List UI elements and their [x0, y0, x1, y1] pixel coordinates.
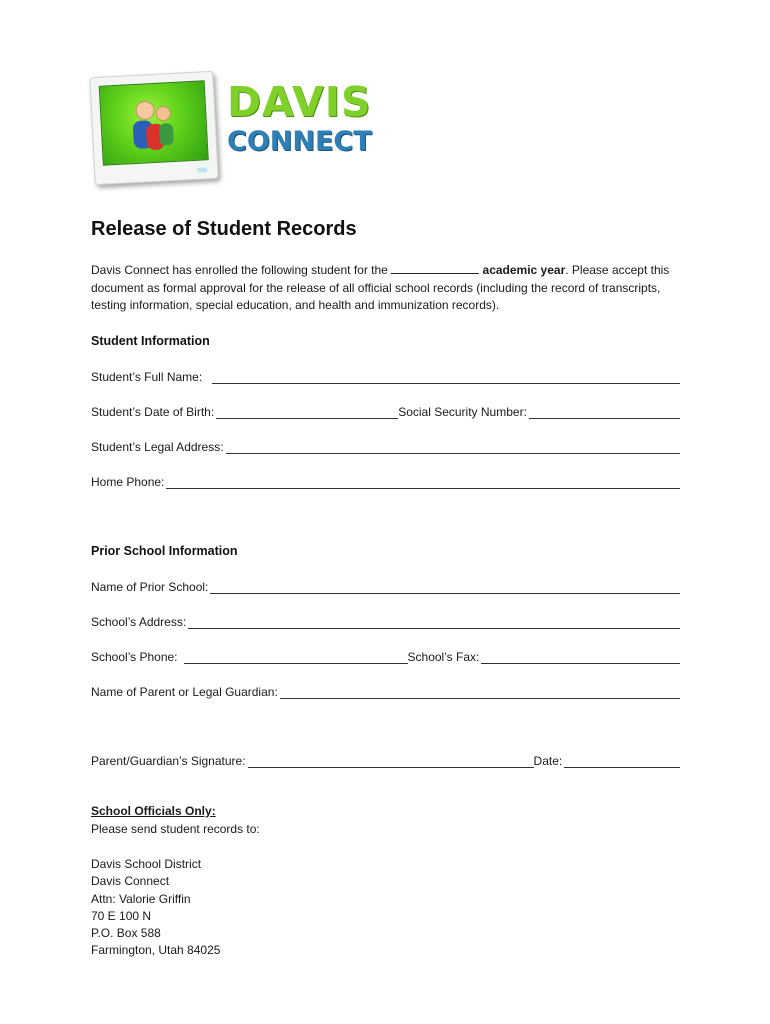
people-icon [100, 81, 208, 164]
student-full-name-row [91, 368, 680, 384]
guardian-name-row [91, 683, 680, 699]
address-line: 70 E 100 N [91, 908, 152, 923]
mailing-address [91, 856, 220, 960]
school-address-field[interactable] [188, 616, 680, 629]
date-field[interactable] [564, 755, 680, 768]
prior-school-name-row [91, 578, 680, 594]
academic-year-label: academic year [479, 263, 566, 277]
school-phone-fax-row [91, 648, 680, 664]
address-line: Davis School District [91, 857, 202, 871]
guardian-name-label: Name of Parent or Legal Guardian: [91, 685, 278, 699]
date-label: Date: [533, 754, 563, 768]
student-address-label: Student’s Legal Address: [91, 440, 224, 454]
school-phone-field[interactable] [184, 651, 408, 664]
school-address-row [91, 613, 680, 629]
school-phone-label: School’s Phone: [91, 650, 178, 664]
student-address-field[interactable] [226, 441, 680, 454]
davis-connect-logo [88, 68, 372, 186]
student-info-heading: Student Information [91, 334, 210, 348]
student-full-name-label: Student’s Full Name: [91, 370, 203, 384]
send-records-instruction: Please send student records to: [91, 822, 260, 836]
school-fax-field[interactable] [481, 651, 680, 664]
guardian-signature-field[interactable] [248, 755, 534, 768]
home-phone-label: Home Phone: [91, 475, 165, 489]
power-indicator [197, 167, 207, 173]
student-address-row [91, 438, 680, 454]
logo-wordmark-davis: DAVIS [227, 78, 372, 126]
document-title: Release of Student Records [91, 218, 357, 240]
intro-text-start: Davis Connect has enrolled the following student for the [91, 263, 392, 277]
address-line: Farmington, Utah 84025 [91, 943, 221, 958]
prior-school-name-label: Name of Prior School: [91, 580, 209, 594]
screen-display [99, 80, 209, 165]
guardian-name-field[interactable] [280, 686, 680, 699]
address-line: P.O. Box 588 [91, 926, 161, 941]
signature-date-row [91, 752, 680, 768]
student-full-name-field[interactable] [212, 371, 680, 384]
date-of-birth-field[interactable] [216, 406, 398, 419]
school-officials-heading: School Officials Only: [91, 804, 216, 818]
address-line: Davis Connect [91, 874, 170, 889]
dob-ssn-row [91, 403, 680, 419]
school-fax-label: School’s Fax: [407, 650, 480, 664]
intro-paragraph [91, 262, 683, 315]
prior-school-name-field[interactable] [210, 581, 680, 594]
guardian-signature-label: Parent/Guardian’s Signature: [91, 754, 246, 768]
computer-screen-icon [89, 71, 218, 185]
home-phone-row [91, 473, 680, 489]
academic-year-blank[interactable] [391, 264, 479, 274]
intro-text-end: . Please accept this document as formal approval for the release of all official school records (including the record of transcripts, testing information, special education, and health and immunization records). [91, 263, 670, 312]
prior-school-heading: Prior School Information [91, 544, 238, 558]
ssn-field[interactable] [529, 406, 680, 419]
address-line: Attn: Valorie Griffin [91, 891, 191, 906]
ssn-label: Social Security Number: [398, 405, 527, 419]
date-of-birth-label: Student’s Date of Birth: [91, 405, 215, 419]
logo-wordmark-connect: CONNECT [227, 126, 372, 157]
home-phone-field[interactable] [166, 476, 680, 489]
school-address-label: School’s Address: [91, 615, 187, 629]
